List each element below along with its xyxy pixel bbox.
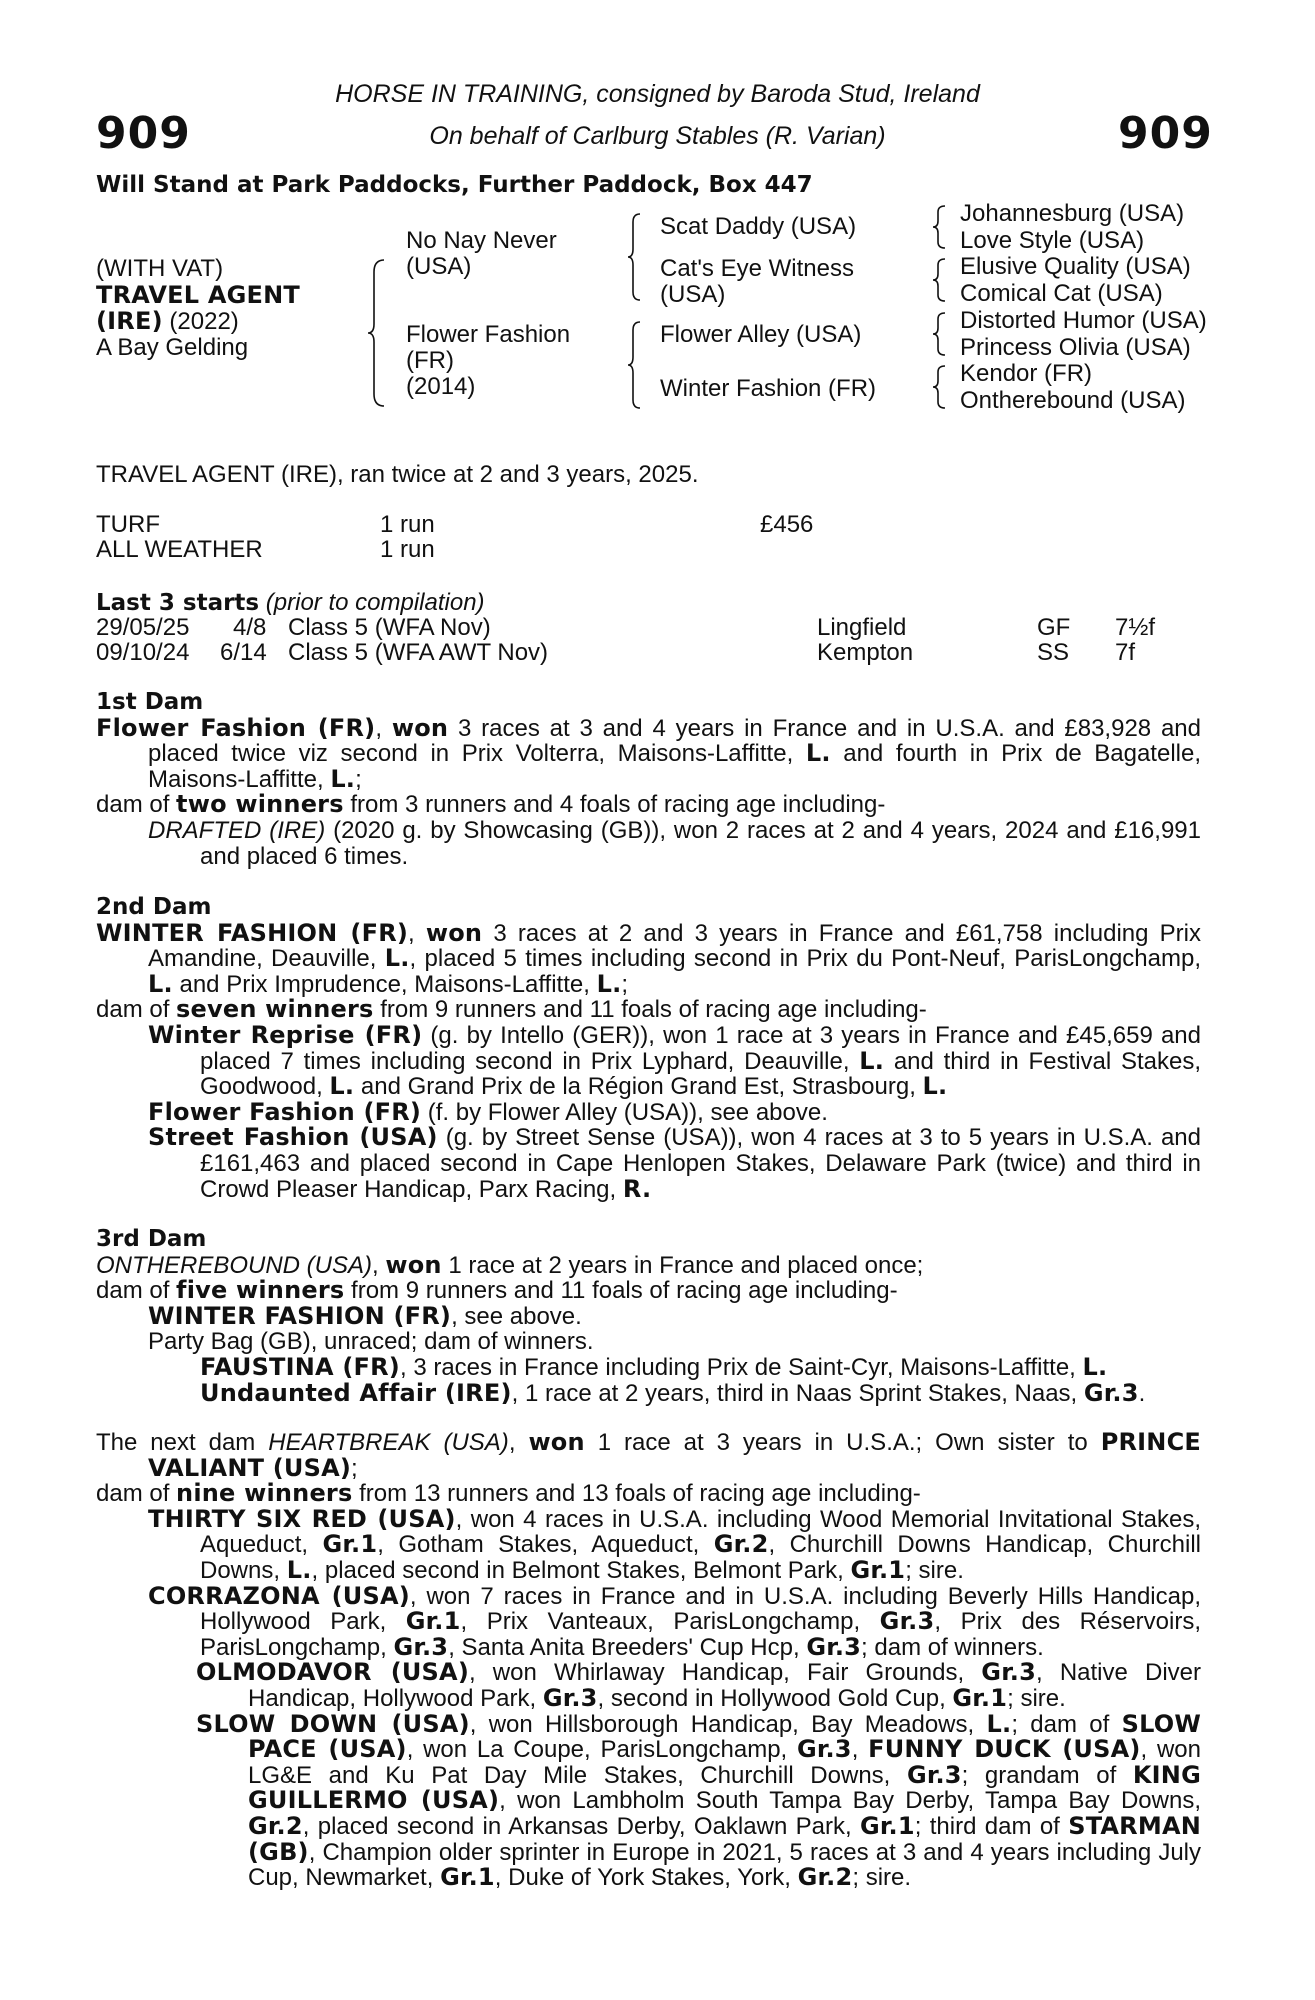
start-race: Class 5 (WFA AWT Nov) bbox=[288, 639, 549, 666]
first-dam-heading: 1st Dam bbox=[96, 689, 204, 715]
start-course: Kempton bbox=[817, 639, 914, 666]
record-surface-turf: TURF bbox=[96, 511, 160, 538]
first-dam-record: Flower Fashion (FR), won 3 races at 3 and 4 years in France and in U.S.A. and £83,928 and placed twice viz second in Prix Volterra, Maisons-Laffitte, L. and fourth in Prix de Bagatelle, Maisons-Laffitte, L.; bbox=[96, 713, 1202, 793]
pedigree-dam: Flower Fashion (FR) (2014) bbox=[406, 321, 571, 400]
vat-note: (WITH VAT) bbox=[96, 255, 224, 282]
third-dam-progeny: WINTER FASHION (FR), see above. bbox=[148, 1301, 582, 1330]
pedigree-bracket-g3 bbox=[933, 311, 949, 357]
next-dam-section bbox=[96, 1430, 1201, 1891]
pedigree-sire-dam: Cat's Eye Witness (USA) bbox=[660, 255, 854, 308]
third-dam-grandprogeny: FAUSTINA (FR), 3 races in France including Prix de Saint-Cyr, Maisons-Laffitte, L. bbox=[200, 1352, 1108, 1381]
lot-number-left: 909 bbox=[96, 108, 191, 159]
next-dam-progeny: CORRAZONA (USA), won 7 races in France and in U.S.A. including Beverly Hills Handicap, Hollywood Park, Gr.1, Prix Vanteaux, ParisLongchamp, Gr.3, Prix des Réservoirs, ParisLongchamp, Gr.3, Santa Anita Breeders' Cup Hcp, Gr.3; dam of winners. bbox=[148, 1581, 1202, 1661]
pedigree-bracket-g4 bbox=[933, 364, 949, 410]
record-earnings-turf: £456 bbox=[760, 511, 814, 538]
second-dam-progeny: Flower Fashion (FR) (f. by Flower Alley (USA)), see above. bbox=[148, 1097, 828, 1126]
start-going: SS bbox=[1037, 639, 1070, 666]
start-position: 6/14 bbox=[220, 639, 267, 666]
next-dam-progeny: THIRTY SIX RED (USA), won 4 races in U.S.A. including Wood Memorial Invitational Stakes, Aqueduct, Gr.1, Gotham Stakes, Aqueduct, Gr.2, Churchill Downs Handicap, Churchill Downs, L., placed second in Belmont Stakes, Belmont Park, Gr.1; sire. bbox=[148, 1504, 1202, 1584]
second-dam-heading: 2nd Dam bbox=[96, 894, 212, 920]
start-date: 29/05/25 bbox=[96, 614, 190, 641]
first-dam-progeny: DRAFTED (IRE) (2020 g. by Showcasing (GB)), won 2 races at 2 and 4 years, 2024 and £16,991 and placed 6 times. bbox=[148, 816, 1201, 870]
next-dam-grandprogeny: OLMODAVOR (USA), won Whirlaway Handicap, Fair Grounds, Gr.3, Native Diver Handicap, Hollywood Park, Gr.3, second in Hollywood Gold Cup, Gr.1; sire. bbox=[196, 1658, 1201, 1712]
next-dam-grandprogeny: SLOW DOWN (USA), won Hillsborough Handicap, Bay Meadows, L.; dam of SLOW PACE (USA), won La Coupe, ParisLongchamp, Gr.3, FUNNY DUCK (USA), won LG&E and Ku Pat Day Mile Stakes, Churchill Downs, Gr.3; grandam of KING GUILLERMO (USA), won Lambholm South Tampa Bay Derby, Tampa Bay Downs, Gr.2, placed second in Arkansas Derby, Oaklawn Park, Gr.1; third dam of STARMAN (GB), Champion older sprinter in Europe in 2021, 5 races at 3 and 4 years including July Cup, Newmarket, Gr.1, Duke of York Stakes, York, Gr.2; sire. bbox=[196, 1709, 1202, 1892]
horse-year: (2022) bbox=[162, 308, 239, 335]
third-dam-section bbox=[96, 1227, 1201, 1406]
third-dam-heading: 3rd Dam bbox=[96, 1226, 207, 1252]
race-summary: TRAVEL AGENT (IRE), ran twice at 2 and 3 years, 2025. bbox=[96, 461, 699, 488]
pedigree-sire: No Nay Never (USA) bbox=[406, 227, 557, 280]
horse-block bbox=[96, 256, 300, 361]
second-dam-progeny: Street Fashion (USA) (g. by Street Sense (USA)), won 4 races at 3 to 5 years in U.S.A. and £161,463 and placed second in Cape Henlopen Stakes, Delaware Park (twice) and third in Crowd Pleaser Handicap, Parx Racing, R. bbox=[148, 1123, 1201, 1203]
start-going: GF bbox=[1037, 614, 1071, 641]
pedigree-bracket-sire bbox=[628, 212, 644, 302]
on-behalf-line: On behalf of Carlburg Stables (R. Varian) bbox=[429, 122, 886, 150]
pedigree-grandparents: Johannesburg (USA) Love Style (USA) Elusive Quality (USA) Comical Cat (USA) Distorted Humor (USA) Princess Olivia (USA) Kendor (FR) Ontherebound (USA) bbox=[960, 200, 1207, 414]
pedigree-dam-sire: Flower Alley (USA) bbox=[660, 321, 862, 348]
start-date: 09/10/24 bbox=[96, 639, 190, 666]
stand-location: Will Stand at Park Paddocks, Further Paddock, Box 447 bbox=[96, 172, 813, 198]
record-surface-aw: ALL WEATHER bbox=[96, 536, 263, 563]
pedigree-bracket-gen1 bbox=[368, 258, 388, 408]
last-starts-heading: Last 3 starts (prior to compilation) bbox=[96, 589, 485, 616]
start-race: Class 5 (WFA Nov) bbox=[288, 614, 491, 641]
third-dam-record: ONTHEREBOUND (USA), won 1 race at 2 years in France and placed once; bbox=[96, 1250, 924, 1279]
pedigree-bracket-g1 bbox=[933, 204, 949, 250]
second-dam-progeny: Winter Reprise (FR) (g. by Intello (GER)), won 1 race at 3 years in France and £45,659 and placed 7 times including second in Prix Lyphard, Deauville, L. and third in Festival Stakes, Goodwood, L. and Grand Prix de la Région Grand Est, Strasbourg, L. bbox=[148, 1020, 1202, 1101]
consignor-line: HORSE IN TRAINING, consigned by Baroda Stud, Ireland bbox=[335, 80, 980, 108]
next-dam-record: The next dam HEARTBREAK (USA), won 1 race at 3 years in U.S.A.; Own sister to PRINCE VALIANT (USA); bbox=[96, 1428, 1201, 1482]
horse-suffix: (IRE) bbox=[96, 307, 163, 335]
next-dam-produce: dam of nine winners from 13 runners and 13 foals of racing age including- bbox=[96, 1479, 921, 1508]
start-course: Lingfield bbox=[817, 614, 907, 641]
horse-name: TRAVEL AGENT bbox=[96, 281, 300, 309]
first-dam-produce: dam of two winners from 3 runners and 4 foals of racing age including- bbox=[96, 790, 886, 819]
second-dam-record: WINTER FASHION (FR), won 3 races at 2 and 3 years in France and £61,758 including Prix Amandine, Deauville, L., placed 5 times including second in Prix du Pont-Neuf, ParisLongchamp, L. and Prix Imprudence, Maisons-Laffitte, L.; bbox=[96, 918, 1201, 998]
pedigree-bracket-dam bbox=[628, 320, 644, 410]
record-runs-aw: 1 run bbox=[380, 536, 435, 563]
third-dam-produce: dam of five winners from 9 runners and 11 foals of racing age including- bbox=[96, 1276, 898, 1305]
pedigree-dam-dam: Winter Fashion (FR) bbox=[660, 375, 877, 402]
pedigree-sire-sire: Scat Daddy (USA) bbox=[660, 213, 857, 240]
third-dam-progeny: Party Bag (GB), unraced; dam of winners. bbox=[148, 1328, 594, 1356]
lot-number-right: 909 bbox=[1118, 108, 1213, 159]
second-dam-section bbox=[96, 895, 1201, 1202]
third-dam-grandprogeny: Undaunted Affair (IRE), 1 race at 2 years, third in Naas Sprint Stakes, Naas, Gr.3. bbox=[200, 1378, 1146, 1407]
horse-description: A Bay Gelding bbox=[96, 334, 249, 361]
start-distance: 7½f bbox=[1115, 614, 1156, 641]
record-runs-turf: 1 run bbox=[380, 511, 435, 538]
second-dam-produce: dam of seven winners from 9 runners and 11 foals of racing age including- bbox=[96, 995, 927, 1024]
start-position: 4/8 bbox=[233, 614, 267, 641]
pedigree-bracket-g2 bbox=[933, 257, 949, 303]
start-distance: 7f bbox=[1115, 639, 1136, 666]
first-dam-section bbox=[96, 690, 1201, 869]
